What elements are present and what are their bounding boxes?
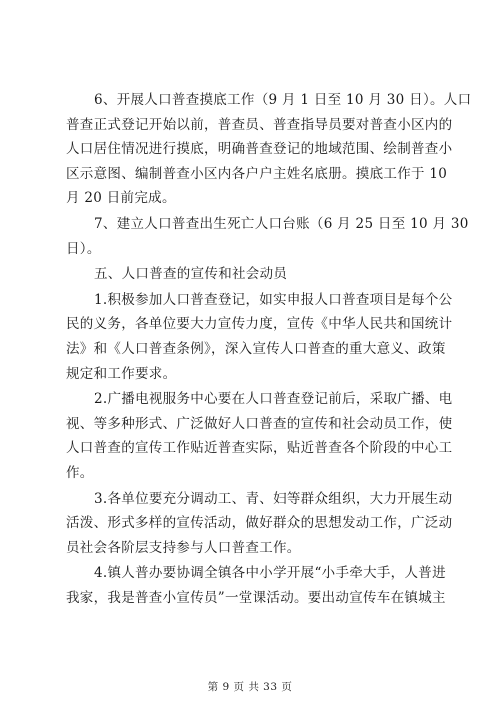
text-line: 视、等多种形式、广泛做好人口普查的宣传和社会动员工作，使: [66, 415, 453, 432]
text-line: 1.积极参加人口普查登记，如实申报人口普查项目是每个公: [94, 291, 453, 308]
text-line: 日）。: [66, 240, 101, 257]
text-line: 我家，我是普查小宣传员”一堂课活动。要出动宣传车在镇城主: [66, 589, 446, 606]
paragraph-item-7: [66, 212, 469, 261]
text-line: 人口普查的宣传工作贴近普查实际，贴近普查各个阶段的中心工: [66, 440, 453, 457]
text-line: 民的义务，各单位要大力宣传力度，宣传《中华人民共和国统计: [66, 316, 453, 333]
section-heading-text: 五、人口普查的宣传和社会动员: [94, 266, 288, 283]
document-body: [66, 88, 472, 610]
section-heading: [66, 262, 432, 287]
text-line: 3.各单位要充分调动工、青、妇等群众组织，大力开展生动: [94, 490, 453, 507]
paragraph-point-2: [66, 387, 453, 485]
text-line: 作。: [66, 464, 94, 481]
paragraph-point-3: [66, 487, 453, 561]
text-line: 2.广播电视服务中心要在人口普查登记前后，采取广播、电: [94, 391, 453, 408]
text-line: 4.镇人普办要协调全镇各中小学开展“小手牵大手，人普进: [94, 565, 446, 582]
text-line: 区示意图、编制普查小区内各户户主姓名底册。摸底工作于 10: [66, 165, 448, 182]
text-line: 员社会各阶层支持参与人口普查工作。: [66, 539, 301, 556]
paragraph-point-1: [66, 288, 453, 386]
paragraph-item-6: [66, 88, 472, 211]
text-line: 7、建立人口普查出生死亡人口台账（6 月 25 日至 10 月 30: [94, 215, 469, 232]
text-line: 月 20 日前完成。: [66, 190, 176, 207]
text-line: 活泼、形式多样的宣传活动，做好群众的思想发动工作，广泛动: [66, 515, 453, 532]
text-line: 普查正式登记开始以前，普查员、普查指导员要对普查小区内的: [66, 116, 453, 133]
text-line: 规定和工作要求。: [66, 365, 177, 382]
page-number-footer: 第 9 页 共 33 页: [207, 681, 293, 693]
paragraph-point-4: [66, 561, 446, 610]
text-line: 法》和《人口普查条例》，深入宣传人口普查的重大意义、政策: [66, 340, 446, 357]
text-line: 6、开展人口普查摸底工作（9 月 1 日至 10 月 30 日）。人口: [94, 92, 472, 108]
text-line: 人口居住情况进行摸底，明确普查登记的地域范围、绘制普查小: [66, 141, 453, 158]
